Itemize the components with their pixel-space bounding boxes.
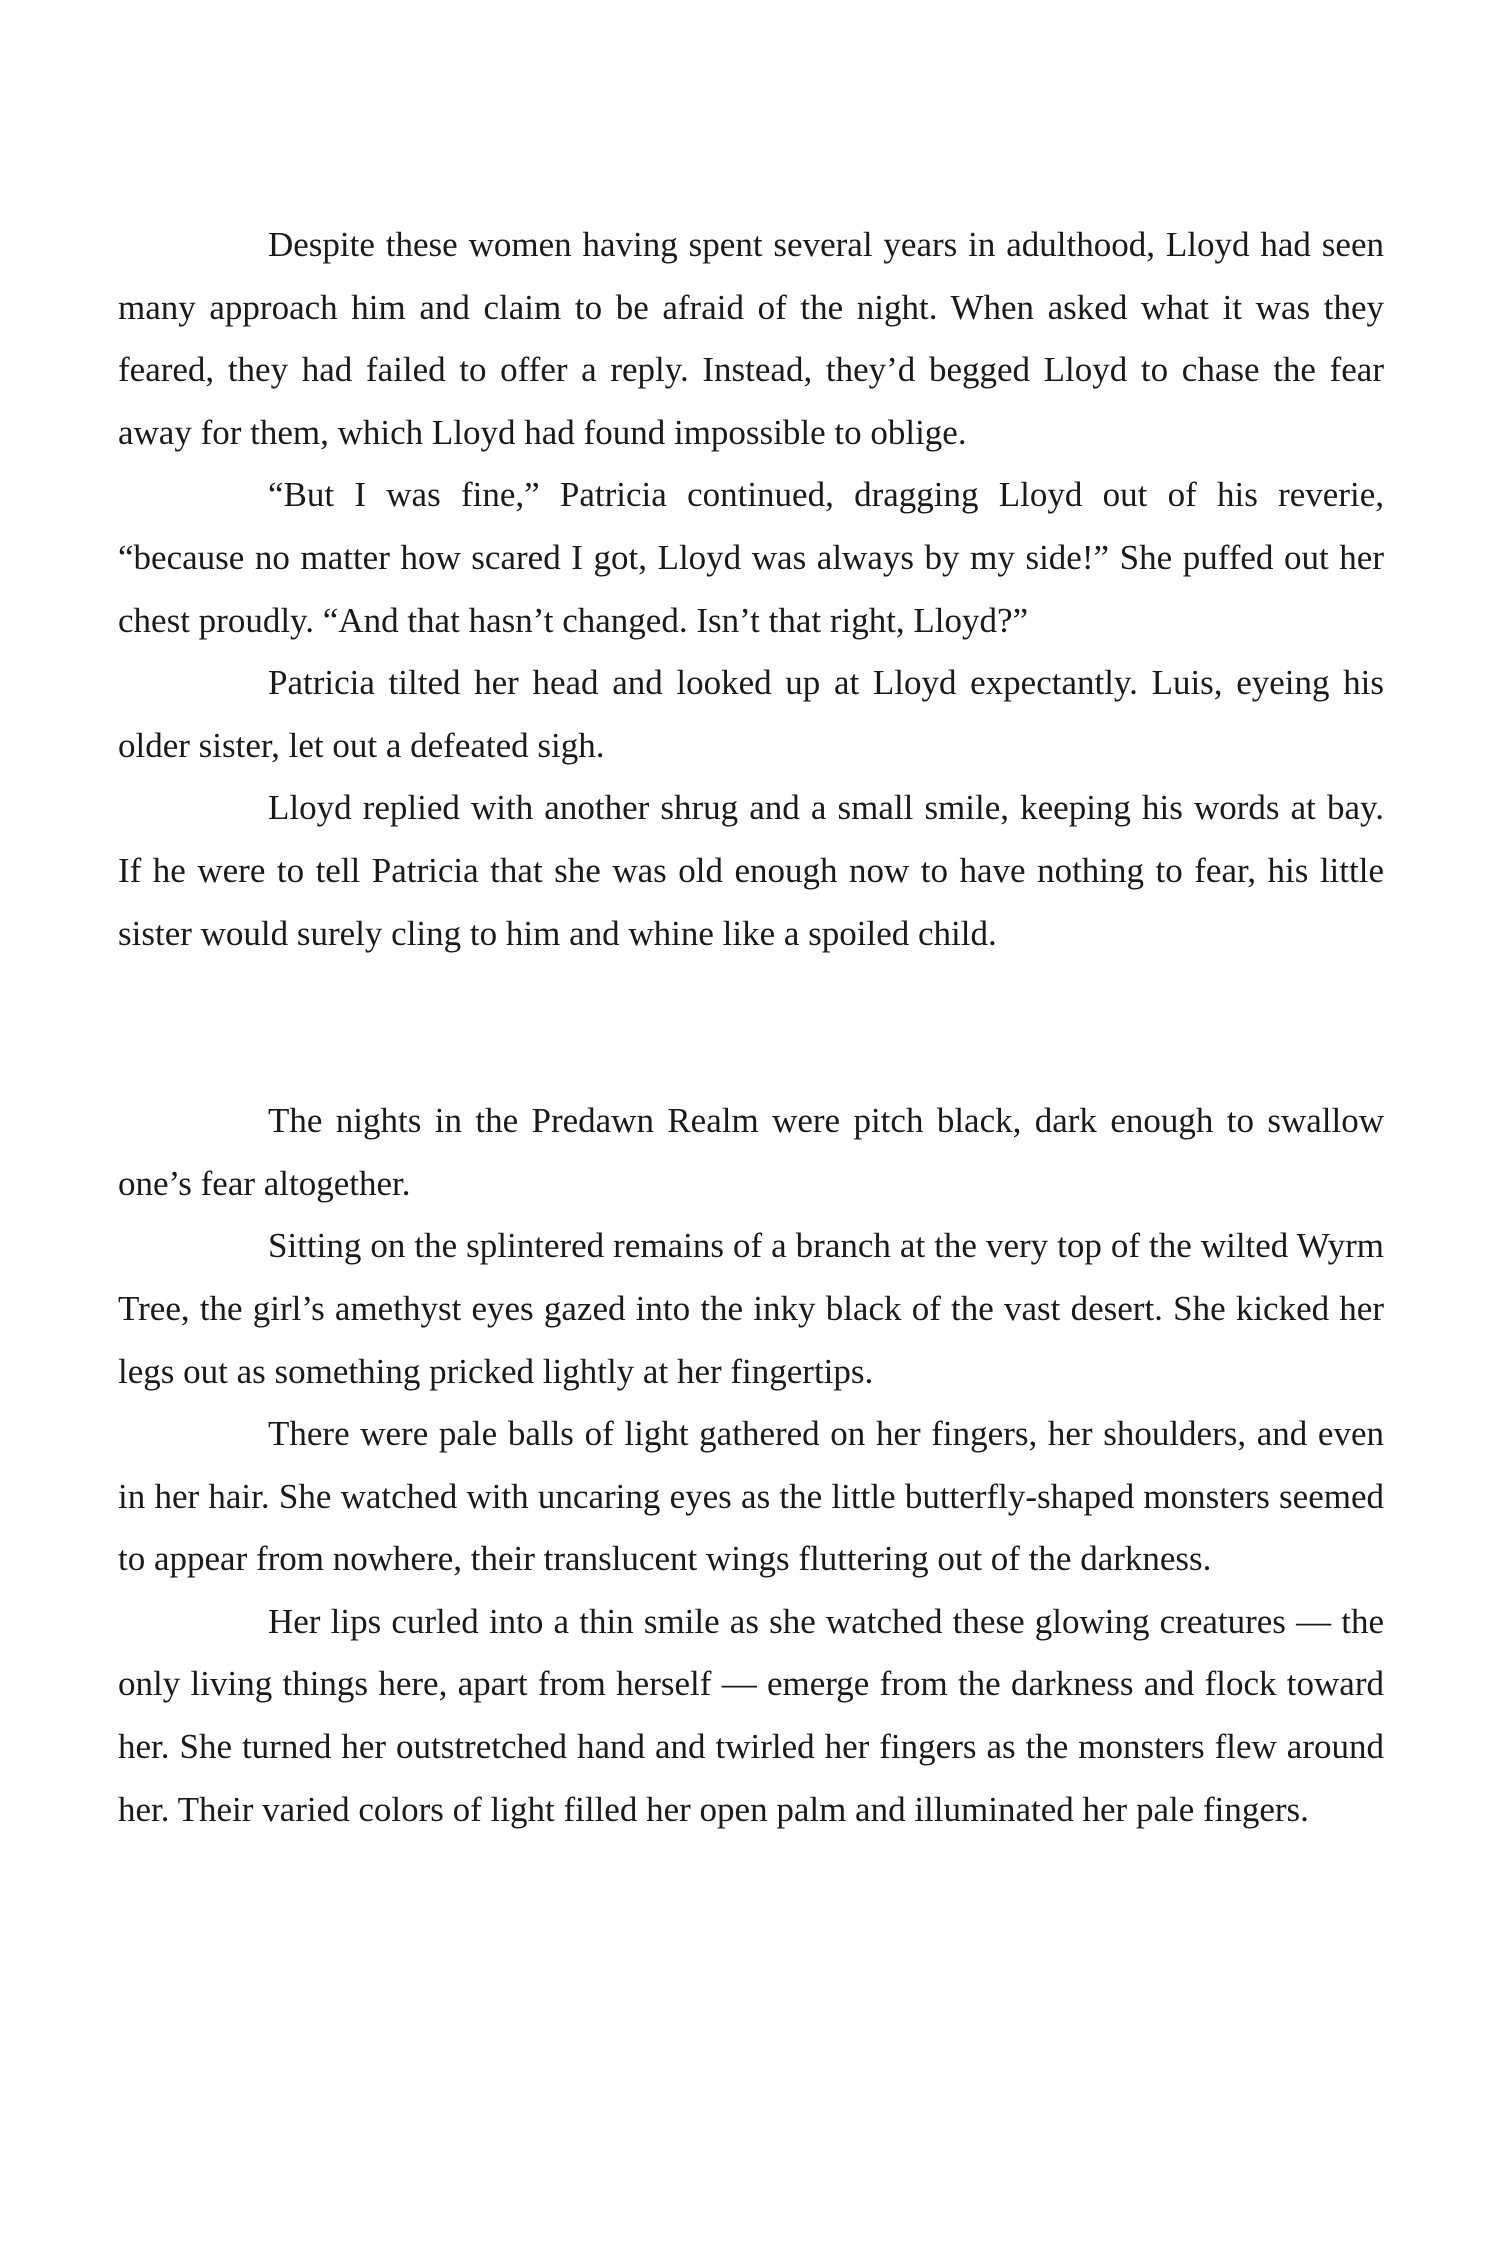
- book-page: [118, 214, 1384, 1841]
- paragraph: The nights in the Predawn Realm were pitch black, dark enough to swallow one’s fear altogether.: [118, 1101, 1384, 1203]
- paragraph: There were pale balls of light gathered on her fingers, her shoulders, and even in her hair. She watched with uncaring eyes as the little butterfly-shaped monsters seemed to appear from nowhere, their translucent wings fluttering out of the darkness.: [118, 1414, 1384, 1579]
- paragraph: Despite these women having spent several years in adulthood, Lloyd had seen many approach him and claim to be afraid of the night. When asked what it was they feared, they had failed to offer a reply. Instead, they’d begged Lloyd to chase the fear away for them, which Lloyd had found impossible to oblige.: [118, 225, 1384, 452]
- section-2: [118, 1090, 1384, 1841]
- paragraph: Her lips curled into a thin smile as she watched these glowing creatures — the only living things here, apart from herself — emerge from the darkness and flock toward her. She turned her outstretched hand and twirled her fingers as the monsters flew around her. Their varied colors of light filled her open palm and illuminated her pale fingers.: [118, 1601, 1384, 1829]
- paragraph: “But I was fine,” Patricia continued, dragging Lloyd out of his reverie, “because no matter how scared I got, Lloyd was always by my side!” She puffed out her chest proudly. “And that hasn’t changed. Isn’t that right, Lloyd?”: [118, 475, 1384, 640]
- paragraph: Patricia tilted her head and looked up at Lloyd expectantly. Luis, eyeing his older sister, let out a defeated sigh.: [118, 663, 1384, 765]
- paragraph: Sitting on the splintered remains of a branch at the very top of the wilted Wyrm Tree, the girl’s amethyst eyes gazed into the inky black of the vast desert. She kicked her legs out as something pricked lightly at her fingertips.: [118, 1226, 1384, 1391]
- section-break: [118, 965, 1384, 1090]
- section-1: [118, 214, 1384, 965]
- paragraph: Lloyd replied with another shrug and a small smile, keeping his words at bay. If he were to tell Patricia that she was old enough now to have nothing to fear, his little sister would surely cling to him and whine like a spoiled child.: [118, 788, 1384, 953]
